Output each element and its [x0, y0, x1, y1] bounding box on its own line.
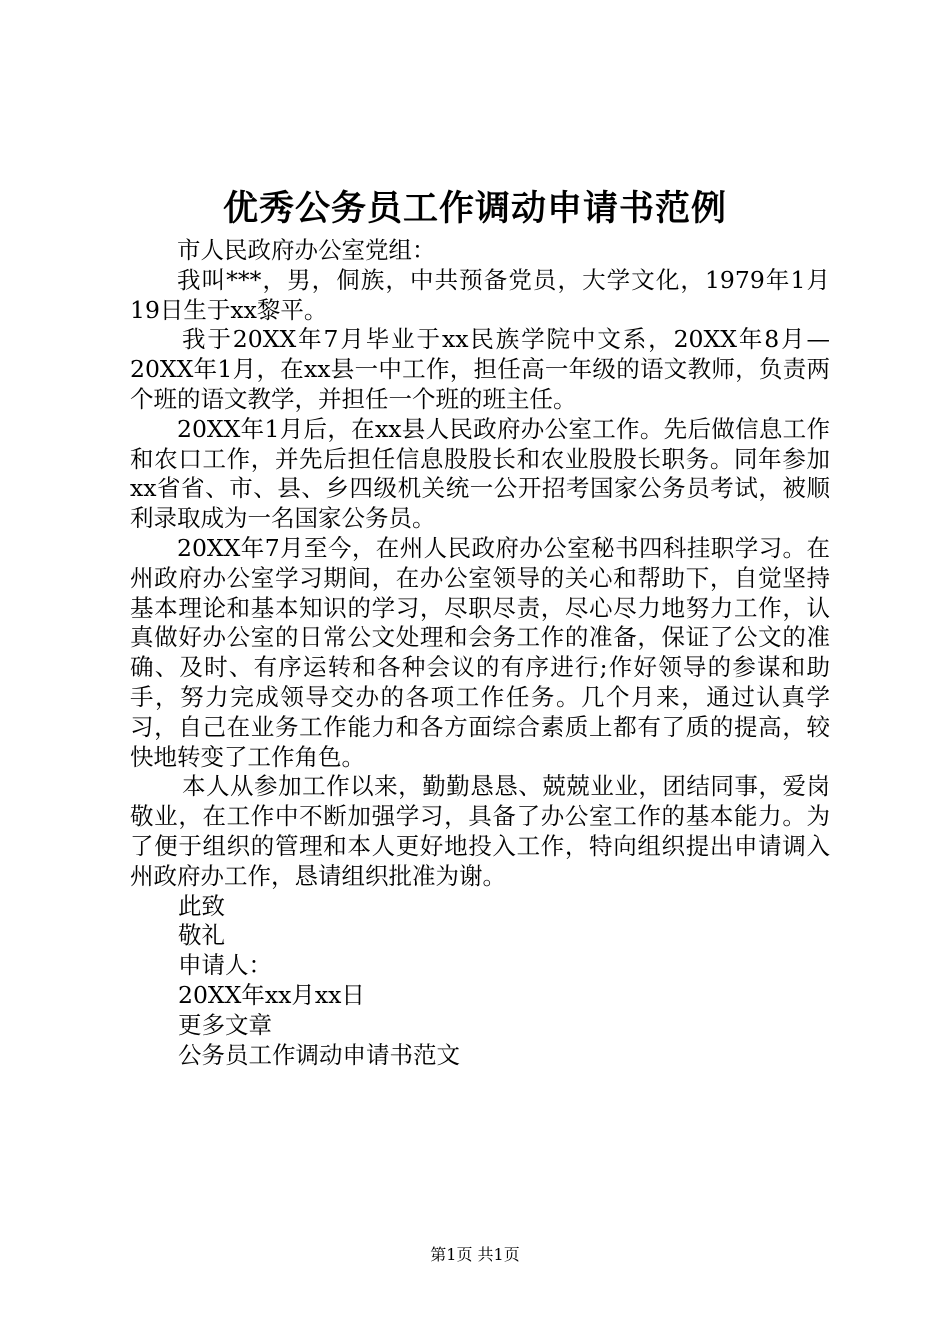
application-date: 20XX年xx月xx日	[178, 980, 365, 1009]
document-title: 优秀公务员工作调动申请书范例	[222, 188, 727, 229]
paragraph-state-office: 20XX年7月至今，在州人民政府办公室秘书四科挂职学习。在州政府办公室学习期间，在办公室领导的关心和帮助下，自觉坚持基本理论和基本知识的学习，尽职尽责，尽心尽力地努力工作，认真做好办公室的日常公文处理和会务工作的准备，保证了公文的准确、及时、有序运转和各种会议的有序进行;作好领导的参谋和助手，努力完成领导交办的各项工作任务。几个月来，通过认真学习，自己在业务工作能力和各方面综合素质上都有了质的提高，较快地转变了工作角色。	[130, 533, 830, 771]
paragraph-intro: 我叫***，男，侗族，中共预备党员，大学文化，1979年1月19日生于xx黎平。	[130, 265, 830, 324]
document-body	[130, 236, 830, 1070]
related-article-link: 公务员工作调动申请书范文	[178, 1040, 460, 1069]
paragraph-education: 我于20XX年7月毕业于xx民族学院中文系，20XX年8月—20XX年1月，在xx县一中工作，担任高一年级的语文教师，负责两个班的语文教学，并担任一个班的班主任。	[130, 325, 830, 413]
more-articles-label: 更多文章	[178, 1010, 272, 1039]
paragraph-request: 本人从参加工作以来，勤勤恳恳、兢兢业业，团结同事，爱岗敬业，在工作中不断加强学习，具备了办公室工作的基本能力。为了便于组织的管理和本人更好地投入工作，特向组织提出申请调入州政府办工作，恳请组织批准为谢。	[130, 772, 830, 890]
applicant-label: 申请人：	[178, 951, 272, 980]
page-footer: 第1页 共1页	[430, 1245, 520, 1264]
closing-jingli: 敬礼	[178, 921, 225, 950]
closing-cizhi: 此致	[178, 891, 225, 920]
salutation: 市人民政府办公室党组：	[177, 236, 436, 264]
paragraph-county-office: 20XX年1月后，在xx县人民政府办公室工作。先后做信息工作和农口工作，并先后担任信息股股长和农业股股长职务。同年参加xx省省、市、县、乡四级机关统一公开招考国家公务员考试，被顺利录取成为一名国家公务员。	[130, 414, 830, 533]
